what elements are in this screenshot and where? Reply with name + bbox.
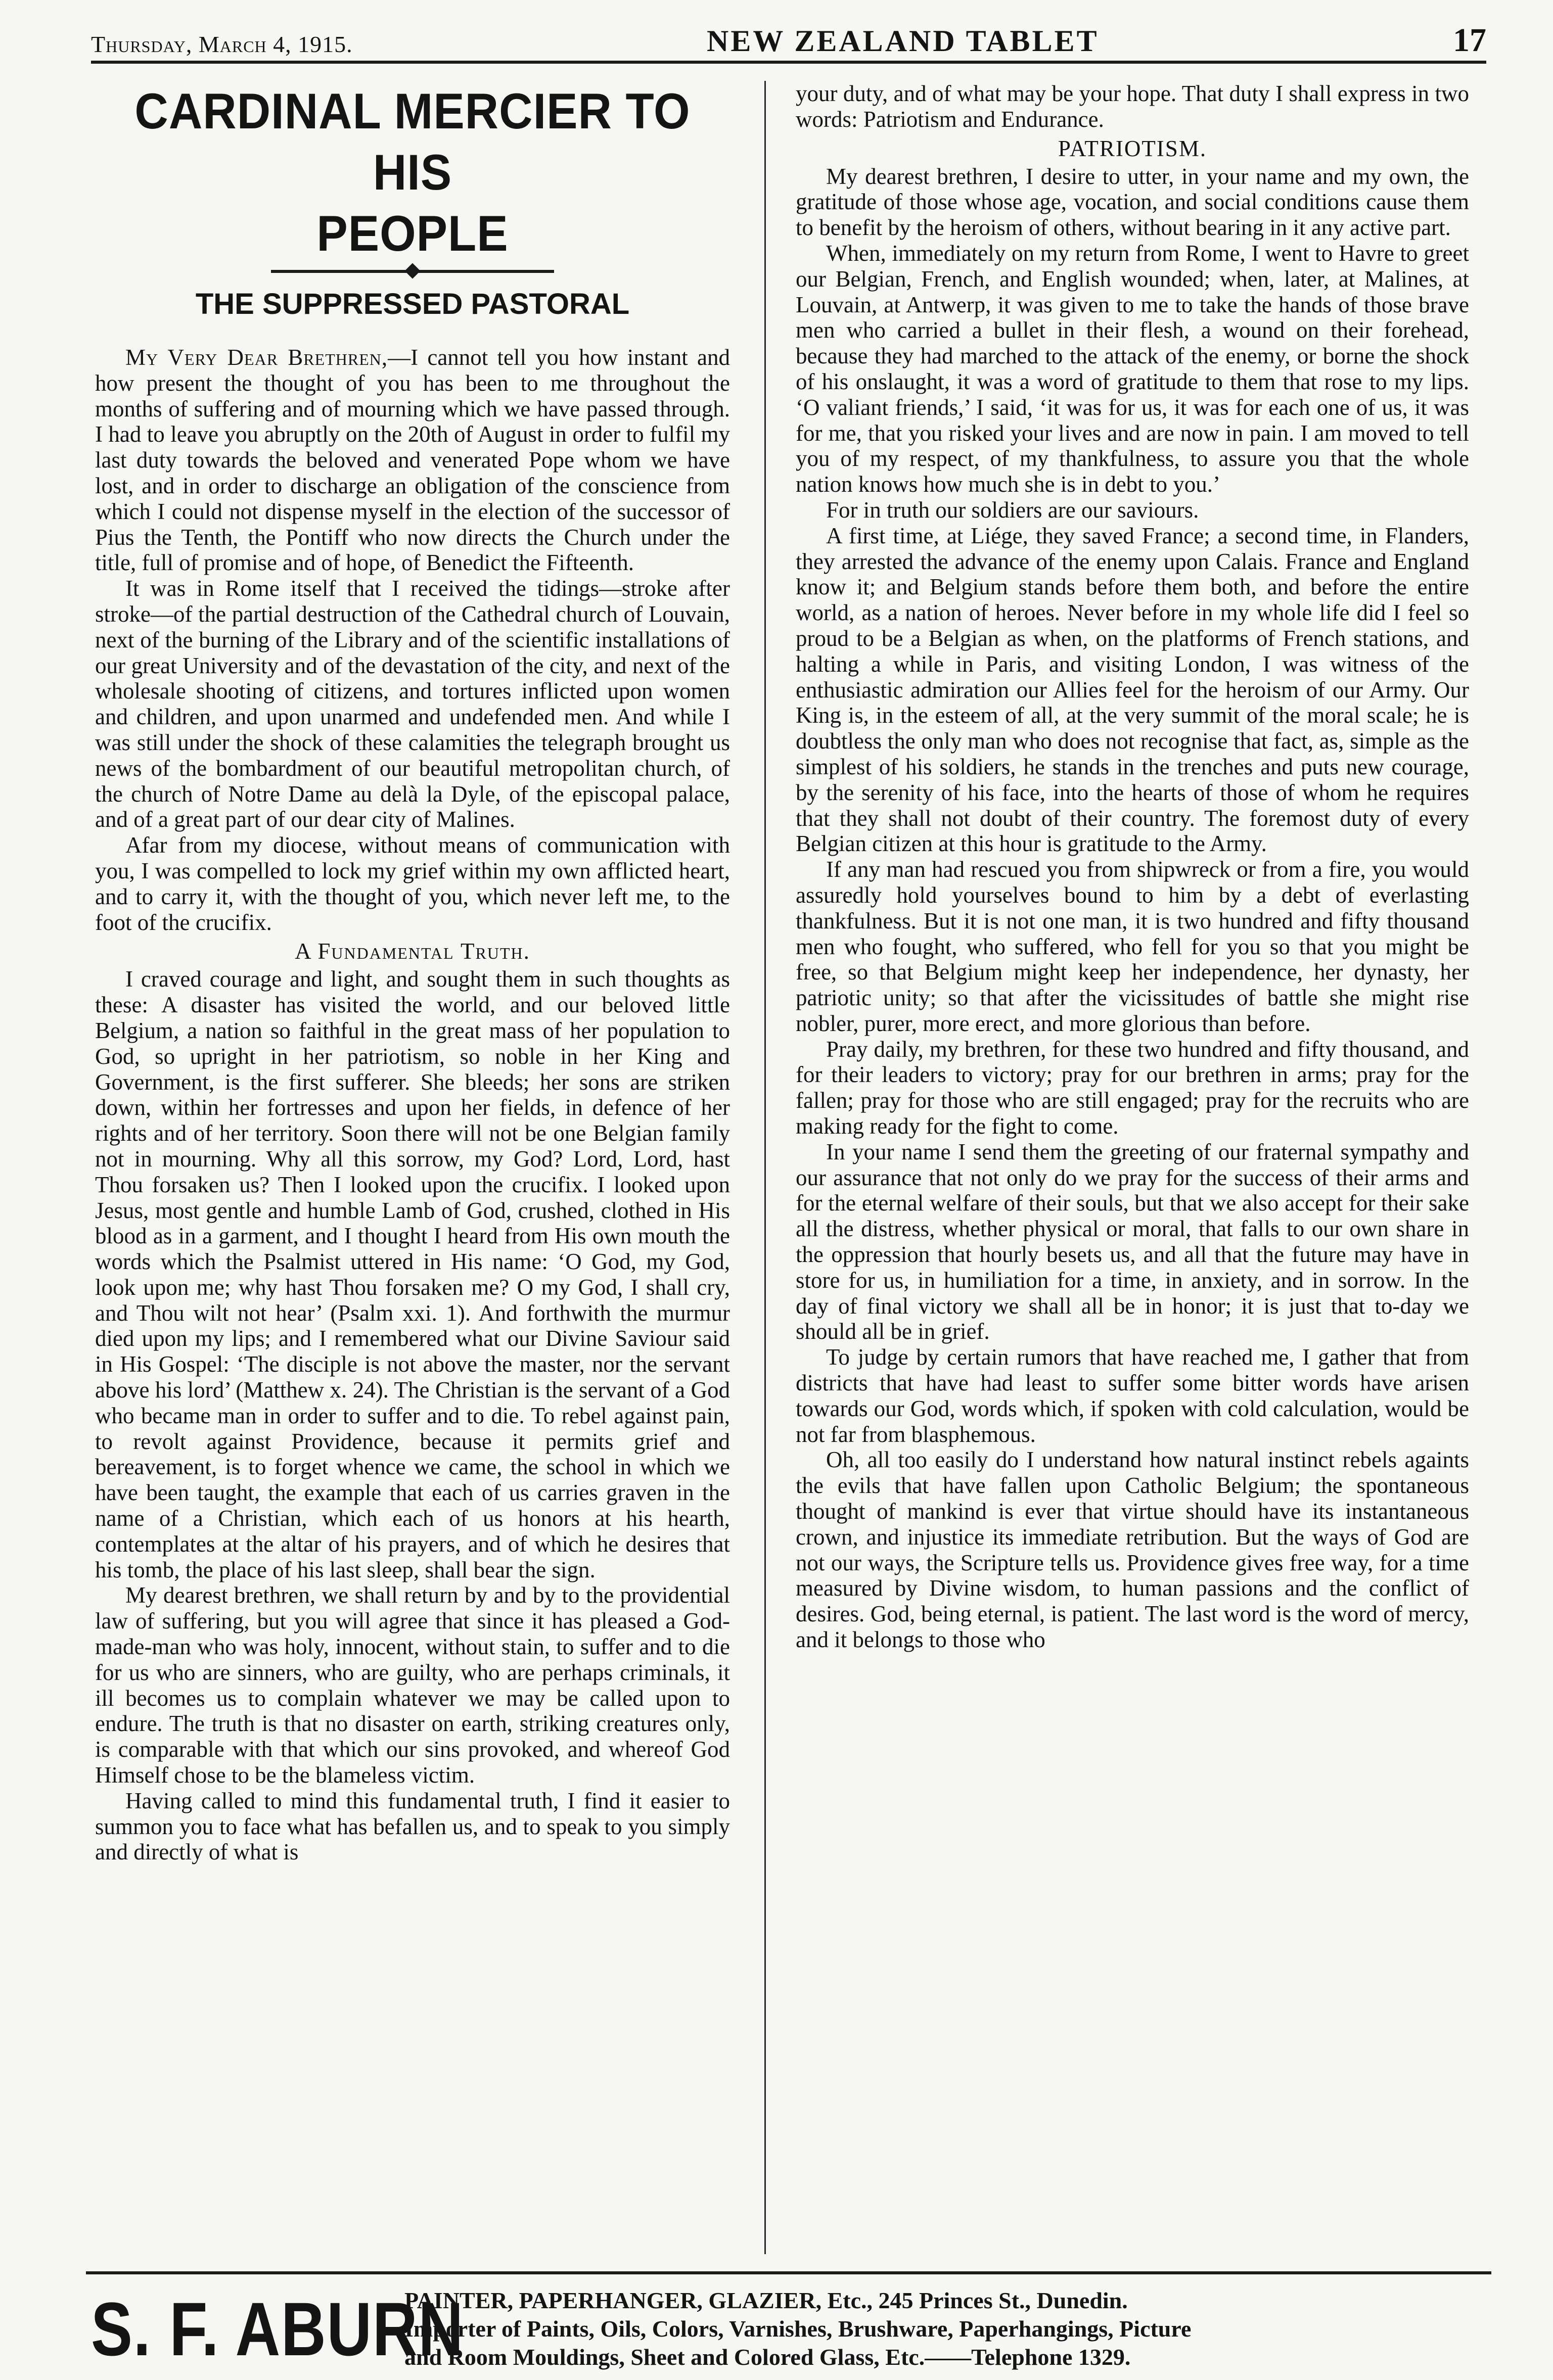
advertiser-name: S. F. ABURN (91, 2286, 464, 2371)
right-column (796, 81, 1469, 2244)
article-title-line2: PEOPLE (316, 206, 509, 262)
paragraph: To judge by certain rumors that have reached me, I gather that from districts that have had least to suffer some bitter words have arisen towards our God, words which, if spoken with cold calculation, would be not far from blasphemous. (796, 1344, 1469, 1447)
newspaper-title: NEW ZEALAND TABLET (707, 24, 1099, 58)
page-number: 17 (1452, 22, 1486, 59)
paragraph: I craved courage and light, and sought them in such thoughts as these: A disaster has visited the world, and our beloved little Belgium, a nation so faithful in the great mass of her population to God, so upright in her patriotism, so noble in her King and Government, is the first sufferer. She bleeds; her sons are striken down, within her fortresses and upon her fields, in defence of her rights and of her territory. Soon there will not be one Belgian family not in mourning. Why all this sorrow, my God? Lord, Lord, hast Thou forsaken us? Then I looked upon the crucifix. I looked upon Jesus, most gentle and humble Lamb of God, crushed, clothed in His blood as in a garment, and I thought I heard from His own mouth the words which the Psalmist uttered in His name: ‘O God, my God, look upon me; why hast Thou forsaken me? O my God, I shall cry, and Thou wilt not hear’ (Psalm xxi. 1). And forthwith the murmur died upon my lips; and I remembered what our Divine Saviour said in His Gospel: ‘The disciple is not above the master, nor the servant above his lord’ (Matthew x. 24). The Christian is the servant of a God who became man in order to suffer and to die. To rebel against pain, to revolt against Providence, because it permits grief and bereavement, is to forget whence we came, the school in which we have been taught, the example that each of us carries graven in the name of a Christian, which each of us honors at his hearth, contemplates at the altar of his prayers, and of which he desires that his tomb, the place of his last sleep, shall bear the sign. (95, 966, 730, 1582)
salutation: My Very Dear Brethren, (125, 345, 388, 370)
paragraph: Afar from my diocese, without means of communication with you, I was compelled to lock my grief within my own afflicted heart, and to carry it, with the thought of you, which never left me, to the foot of the crucifix. (95, 832, 730, 935)
advertisement-rule (86, 2271, 1491, 2274)
paragraph: It was in Rome itself that I received the tidings—stroke after stroke—of the partial destruction of the Cathedral church of Louvain, next of the burning of the Library and of the scientific installations of our great University and of the devastation of the city, and next of the wholesale shooting of citizens, and tortures inflicted upon women and children, and upon unarmed and undefended men. And while I was still under the shock of these calamities the telegraph brought us news of the bombardment of our beautiful metropolitan church, of the church of Notre Dame au delà la Dyle, of the episcopal palace, and of a great part of our dear city of Malines. (95, 576, 730, 832)
left-column (95, 81, 730, 2244)
paragraph: A first time, at Liége, they saved France; a second time, in Flanders, they arrested the advance of the enemy upon Calais. France and England know it; and Belgium stands before them both, and before the entire world, as a nation of heroes. Never before in my whole life did I feel so proud to be a Belgian as when, on the platforms of French stations, and halting a while in Paris, and visiting London, I was witness of the enthusiastic admiration our Allies feel for the heroism of our Army. Our King is, in the esteem of all, at the very summit of the moral scale; he is doubtless the only man who does not recognise that fact, as, simple as the simplest of his soldiers, he stands in the trenches and puts new courage, by the serenity of his face, into the hearts of those of whom he requires that they shall not doubt of their country. The foremost duty of every Belgian citizen at this hour is gratitude to the Army. (796, 523, 1469, 857)
paragraph: My dearest brethren, we shall return by and by to the providential law of suffering, but you will agree that since it has pleased a God-made-man who was holy, innocent, without stain, to suffer and to die for us who are sinners, who are guilty, who are perhaps criminals, it ill becomes us to complain whatever we may be called upon to endure. The truth is that no disaster on earth, striking creatures only, is comparable with that which our sins provoked, and whereof God Himself chose to be the blameless victim. (95, 1582, 730, 1788)
paragraph-text: —I cannot tell you how instant and how present the thought of you has been to me throughout the months of suffering and of mourning which we have passed through. I had to leave you abruptly on the 20th of August in order to fulfil my last duty towards the beloved and venerated Pope whom we have lost, and in order to discharge an obligation of the conscience from which I could not dispense myself in the election of the successor of Pius the Tenth, the Pontiff who now directs the Church under the title, full of promise and of hope, of Benedict the Fifteenth. (95, 345, 730, 576)
paragraph: My dearest brethren, I desire to utter, in your name and my own, the gratitude of those whose age, vocation, and social conditions cause them to benefit by the heroism of others, without bearing in it any active part. (796, 163, 1469, 241)
paragraph: Having called to mind this fundamental truth, I find it easier to summon you to face what has befallen us, and to speak to you simply and directly of what is (95, 1788, 730, 1865)
column-divider (764, 81, 766, 2254)
paragraph: Pray daily, my brethren, for these two hundred and fifty thousand, and for their leaders to victory; pray for our brethren in arms; pray for the fallen; pray for those who are still engaged; pray for the recruits who are making ready for the fight to come. (796, 1036, 1469, 1139)
paragraph: In your name I send them the greeting of our fraternal sympathy and our assurance that not only do we pray for the success of their arms and for the eternal welfare of their souls, but that we also accept for their sake all the distress, whether physical or moral, that falls to our own share in the oppression that hourly besets us, and all that the future may have in store for us, in humiliation for a time, in anxiety, and in sorrow. In the day of final victory we shall all be in honor; it is just that to-day we should all be in grief. (796, 1139, 1469, 1344)
title-divider (271, 270, 554, 273)
continued-paragraph: your duty, and of what may be your hope. That duty I shall express in two words: Patriotism and Endurance. (796, 81, 1469, 132)
advertisement-text (404, 2286, 1191, 2371)
paragraph: For in truth our soldiers are our saviours. (826, 497, 1199, 523)
article-subtitle: THE SUPPRESSED PASTORAL (195, 288, 630, 320)
advertisement (91, 2283, 1486, 2374)
paragraph: If any man had rescued you from shipwreck or from a fire, you would assuredly hold yourselves bound to him by a debt of everlasting thankfulness. But it is not one man, it is two hundred and fifty thousand men who fought, who suffered, who fell for you so that you might be free, so that Belgium might keep her independence, her dynasty, her patriotic unity; so that after the vicissitudes of battle she might rise nobler, purer, more erect, and more glorious than before. (796, 857, 1469, 1036)
article-title (95, 81, 730, 264)
page-header (91, 22, 1486, 64)
opening-paragraph (95, 345, 730, 576)
section-heading-fundamental-truth: A Fundamental Truth. (295, 939, 530, 964)
ad-line: PAINTER, PAPERHANGER, GLAZIER, Etc., 245 Princes St., Dunedin. (404, 2288, 1128, 2313)
article-title-line1: CARDINAL MERCIER TO HIS (134, 83, 691, 201)
section-heading-patriotism: PATRIOTISM. (1058, 135, 1207, 161)
paragraph: When, immediately on my return from Rome, I went to Havre to greet our Belgian, French, and English wounded; when, later, at Malines, at Louvain, at Antwerp, it was given to me to take the hands of those brave men who carried a bullet in their flesh, a wound on their forehead, because they had marched to the attack of the enemy, or borne the shock of his onslaught, it was a word of gratitude to them that rose to my lips. ‘O valiant friends,’ I said, ‘it was for us, it was for each one of us, it was for me, that you risked your lives and are now in pain. I am moved to tell you of my respect, of my thankfulness, to assure you that the whole nation knows how much she is in debt to you.’ (796, 240, 1469, 497)
paragraph: Oh, all too easily do I understand how natural instinct rebels againts the evils that have fallen upon Catholic Belgium; the spontaneous thought of mankind is ever that virtue should have its instantaneous crown, and injustice its immediate retribution. But the ways of God are not our ways, the Scripture tells us. Providence gives free way, for a time measured by Divine wisdom, to human passions and the conflict of desires. God, being eternal, is patient. The last word is the word of mercy, and it belongs to those who (796, 1447, 1469, 1653)
header-date: Thursday, March 4, 1915. (91, 31, 353, 57)
ad-line: Importer of Paints, Oils, Colors, Varnishes, Brushware, Paperhangings, Picture (404, 2316, 1192, 2342)
ad-line: and Room Mouldings, Sheet and Colored Glass, Etc.——Telephone 1329. (404, 2344, 1131, 2370)
